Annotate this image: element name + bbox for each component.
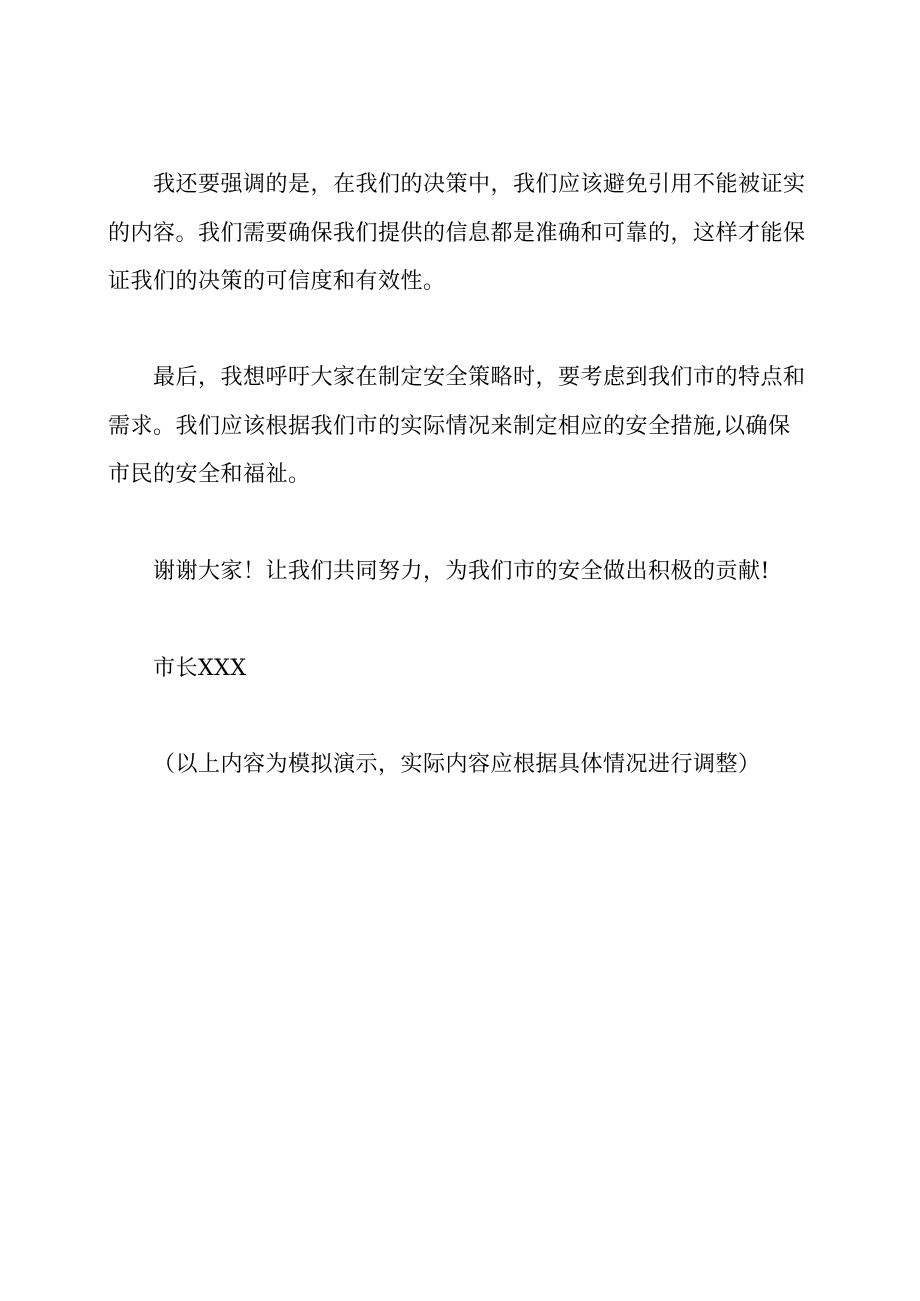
footnote-line: （以上内容为模拟演示，实际内容应根据具体情况进行调整）: [153, 752, 761, 777]
paragraph-line: 我还要强调的是，在我们的决策中，我们应该避免引用不能被证实: [153, 172, 806, 197]
paragraph-line: 需求。我们应该根据我们市的实际情况来制定相应的安全措施,以确保: [108, 414, 791, 439]
signature-line: 市长XXX: [153, 656, 247, 681]
paragraph-line: 最后，我想呼吁大家在制定安全策略时，要考虑到我们市的特点和: [153, 365, 806, 390]
paragraph-line: 市民的安全和福祉。: [108, 462, 311, 487]
paragraph-line: 谢谢大家！让我们共同努力，为我们市的安全做出积极的贡献!: [153, 559, 770, 584]
paragraph-line: 的内容。我们需要确保我们提供的信息都是准确和可靠的，这样才能保: [108, 221, 806, 246]
paragraph-line: 证我们的决策的可信度和有效性。: [108, 269, 446, 294]
